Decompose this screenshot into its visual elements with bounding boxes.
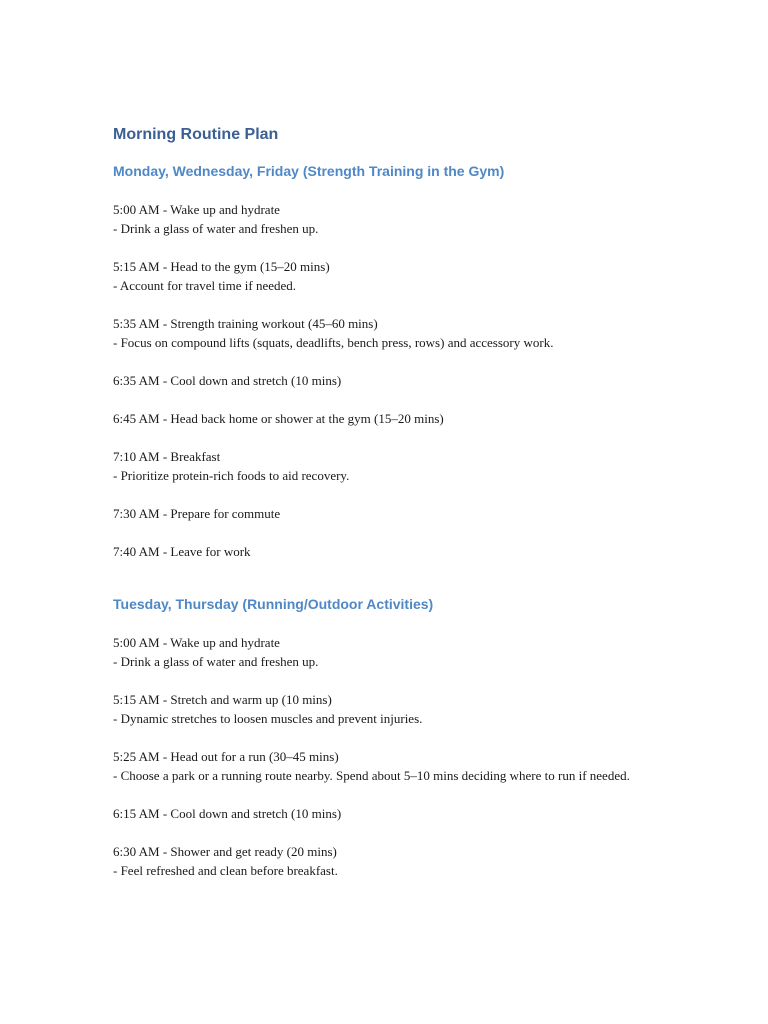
- entry-note: - Focus on compound lifts (squats, deadlifts, bench press, rows) and accessory work.: [113, 335, 554, 350]
- entry-time: 5:25 AM - Head out for a run (30–45 mins): [113, 749, 339, 764]
- schedule-entry: [113, 314, 673, 352]
- entry-note: - Drink a glass of water and freshen up.: [113, 654, 319, 669]
- entry-time: 7:10 AM - Breakfast: [113, 449, 221, 464]
- entry-note: - Choose a park or a running route nearby. Spend about 5–10 mins deciding where to run if needed.: [113, 768, 630, 783]
- entry-time: 5:15 AM - Stretch and warm up (10 mins): [113, 692, 332, 707]
- schedule-entry: [113, 804, 673, 823]
- schedule-entry: [113, 447, 673, 485]
- entry-time: 7:40 AM - Leave for work: [113, 544, 251, 559]
- entry-time: 6:45 AM - Head back home or shower at the gym (15–20 mins): [113, 411, 444, 426]
- entry-time: 5:35 AM - Strength training workout (45–60 mins): [113, 316, 378, 331]
- entry-note: - Feel refreshed and clean before breakfast.: [113, 863, 338, 878]
- entry-time: 6:30 AM - Shower and get ready (20 mins): [113, 844, 337, 859]
- schedule-entry: [113, 504, 673, 523]
- entry-note: - Prioritize protein-rich foods to aid recovery.: [113, 468, 350, 483]
- entry-time: 6:35 AM - Cool down and stretch (10 mins): [113, 373, 342, 388]
- document-title: Morning Routine Plan: [113, 126, 279, 143]
- schedule-entry: [113, 257, 673, 295]
- section-heading-strength: Monday, Wednesday, Friday (Strength Training in the Gym): [113, 163, 505, 179]
- schedule-entry: [113, 747, 673, 785]
- entry-time: 5:15 AM - Head to the gym (15–20 mins): [113, 259, 330, 274]
- entry-time: 7:30 AM - Prepare for commute: [113, 506, 281, 521]
- schedule-entry: [113, 690, 673, 728]
- entry-time: 5:00 AM - Wake up and hydrate: [113, 635, 280, 650]
- entry-note: - Dynamic stretches to loosen muscles and prevent injuries.: [113, 711, 423, 726]
- entry-note: - Account for travel time if needed.: [113, 278, 297, 293]
- entry-note: - Drink a glass of water and freshen up.: [113, 221, 319, 236]
- schedule-entry: [113, 371, 673, 390]
- schedule-entry: [113, 409, 673, 428]
- schedule-entry: [113, 200, 673, 238]
- section-heading-running: Tuesday, Thursday (Running/Outdoor Activities): [113, 596, 434, 612]
- entry-time: 5:00 AM - Wake up and hydrate: [113, 202, 280, 217]
- schedule-entry: [113, 842, 673, 880]
- schedule-entry: [113, 633, 673, 671]
- document-page: [113, 124, 673, 880]
- entry-time: 6:15 AM - Cool down and stretch (10 mins): [113, 806, 342, 821]
- schedule-list-running: [113, 633, 673, 880]
- schedule-entry: [113, 542, 673, 561]
- schedule-list-strength: [113, 200, 673, 561]
